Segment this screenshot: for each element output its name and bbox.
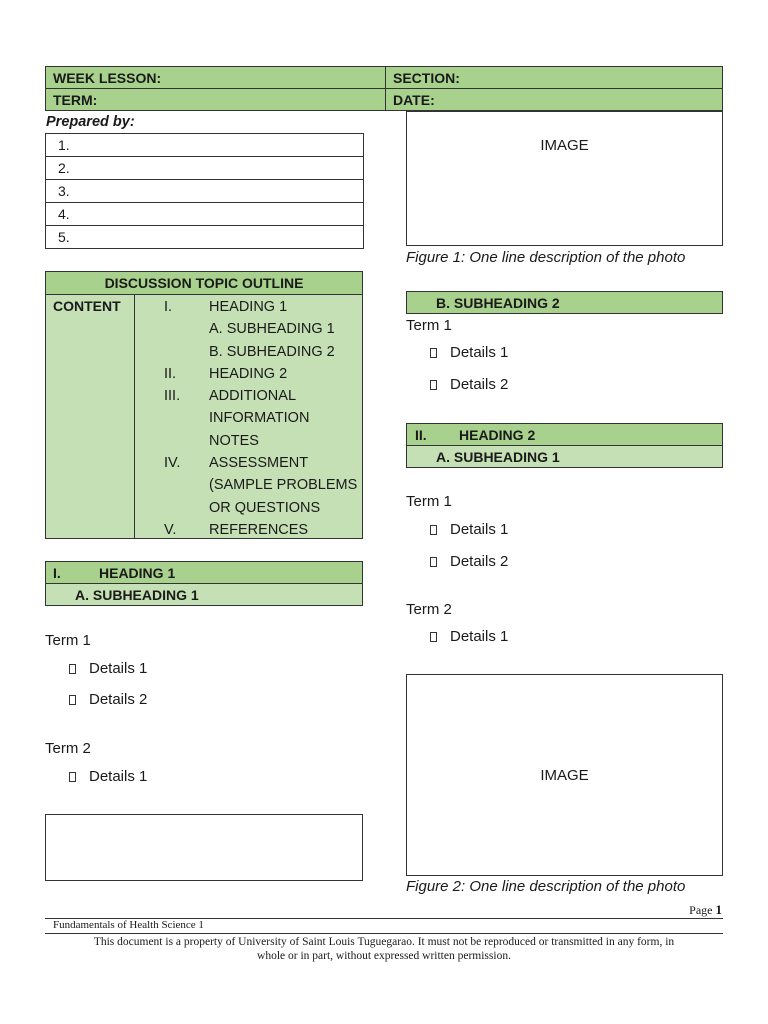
outline-item-number: III. <box>164 388 181 405</box>
prepared-row[interactable]: 5. <box>45 225 364 249</box>
h2-term2: Term 2 <box>406 601 452 618</box>
heading1-title: HEADING 1 <box>99 565 176 581</box>
prepared-by-label: Prepared by: <box>46 114 135 130</box>
outline-item <box>135 407 360 429</box>
footer-disclaimer-line2: whole or in part, without expressed written permission. <box>257 950 511 962</box>
outline-content-label-cell <box>45 294 135 539</box>
footer-rule-bottom <box>45 933 723 934</box>
outline-item-text: ADDITIONAL <box>209 388 297 405</box>
outline-item-text: HEADING 1 <box>209 299 288 315</box>
outline-item <box>135 474 360 496</box>
outline-content-label: CONTENT <box>53 298 121 314</box>
outline-item-text: OR QUESTIONS <box>209 499 321 516</box>
h2-term1: Term 1 <box>406 493 452 510</box>
subheading-b-bar: B. SUBHEADING 2 <box>406 291 723 314</box>
outline-item-number: II. <box>164 365 177 382</box>
outline-item-text: NOTES <box>209 432 259 449</box>
bullet-icon <box>430 632 437 642</box>
figure2-caption: Figure 2: One line description of the photo <box>406 878 686 895</box>
prepared-row[interactable]: 2. <box>45 156 364 180</box>
outline-item <box>135 430 360 452</box>
term-cell: TERM: <box>45 88 386 111</box>
outline-item-text: REFERENCES <box>209 521 309 538</box>
heading2-title: HEADING 2 <box>459 427 536 443</box>
footer-course: Fundamentals of Health Science 1 <box>53 919 204 931</box>
page-indicator <box>689 902 722 918</box>
outline-item <box>135 497 360 519</box>
outline-item <box>135 519 360 541</box>
prepared-row[interactable]: 3. <box>45 179 364 203</box>
empty-text-box[interactable] <box>45 814 363 881</box>
outline-list <box>135 295 360 541</box>
outline-item-text: HEADING 2 <box>209 365 288 382</box>
heading1-subheading-bar: A. SUBHEADING 1 <box>45 583 363 606</box>
heading1-number: I. <box>53 565 61 581</box>
outline-item <box>135 385 360 407</box>
footer-disclaimer-line1: This document is a property of University of Saint Louis Tuguegarao. It must not be reproduced or transmitted in any form, in <box>93 936 675 948</box>
left-term2: Term 2 <box>45 740 91 757</box>
bullet-icon <box>69 772 76 782</box>
right-term1: Term 1 <box>406 317 452 334</box>
outline-item <box>135 363 360 385</box>
image2-placeholder <box>406 674 723 876</box>
bullet-icon <box>430 380 437 390</box>
h2-term1-detail: Details 1 <box>430 521 508 538</box>
right-term1-detail: Details 2 <box>430 376 508 393</box>
figure1-caption: Figure 1: One line description of the photo <box>406 249 686 266</box>
outline-item-text: ASSESSMENT <box>209 455 309 472</box>
left-term1: Term 1 <box>45 632 91 649</box>
h2-term2-detail: Details 1 <box>430 628 508 645</box>
outline-item-text: B. SUBHEADING 2 <box>209 343 335 360</box>
heading1-bar <box>45 561 363 584</box>
left-term1-detail: Details 2 <box>69 691 147 708</box>
outline-item-text: INFORMATION <box>209 410 310 427</box>
page-number: 1 <box>715 902 722 917</box>
footer-disclaimer <box>45 935 723 963</box>
left-term1-detail: Details 1 <box>69 660 147 677</box>
prepared-by-table <box>45 133 364 249</box>
week-lesson-cell: WEEK LESSON: <box>45 66 386 89</box>
outline-item <box>135 452 360 474</box>
outline-item-number: IV. <box>164 455 181 472</box>
outline-item-text: (SAMPLE PROBLEMS <box>209 477 358 494</box>
h2-term1-detail: Details 2 <box>430 553 508 570</box>
prepared-row[interactable]: 1. <box>45 133 364 157</box>
date-cell: DATE: <box>385 88 723 111</box>
outline-item <box>135 296 360 318</box>
bullet-icon <box>69 695 76 705</box>
bullet-icon <box>69 664 76 674</box>
page-label: Page <box>689 903 713 917</box>
outline-title: DISCUSSION TOPIC OUTLINE <box>45 271 363 295</box>
bullet-icon <box>430 525 437 535</box>
image1-label: IMAGE <box>540 137 589 154</box>
image2-label: IMAGE <box>540 767 589 784</box>
heading2-bar <box>406 423 723 446</box>
outline-items-cell <box>134 294 363 539</box>
outline-item <box>135 318 360 340</box>
right-term1-detail: Details 1 <box>430 344 508 361</box>
prepared-row[interactable]: 4. <box>45 202 364 226</box>
image1-placeholder <box>406 111 723 246</box>
heading2-number: II. <box>415 427 427 443</box>
outline-item-number: I. <box>164 299 173 315</box>
left-term2-detail: Details 1 <box>69 768 147 785</box>
section-cell: SECTION: <box>385 66 723 89</box>
heading2-subheading-bar: A. SUBHEADING 1 <box>406 445 723 468</box>
bullet-icon <box>430 557 437 567</box>
outline-item <box>135 341 360 363</box>
outline-item-number: V. <box>164 521 177 538</box>
outline-item-text: A. SUBHEADING 1 <box>209 321 335 338</box>
bullet-icon <box>430 348 437 358</box>
